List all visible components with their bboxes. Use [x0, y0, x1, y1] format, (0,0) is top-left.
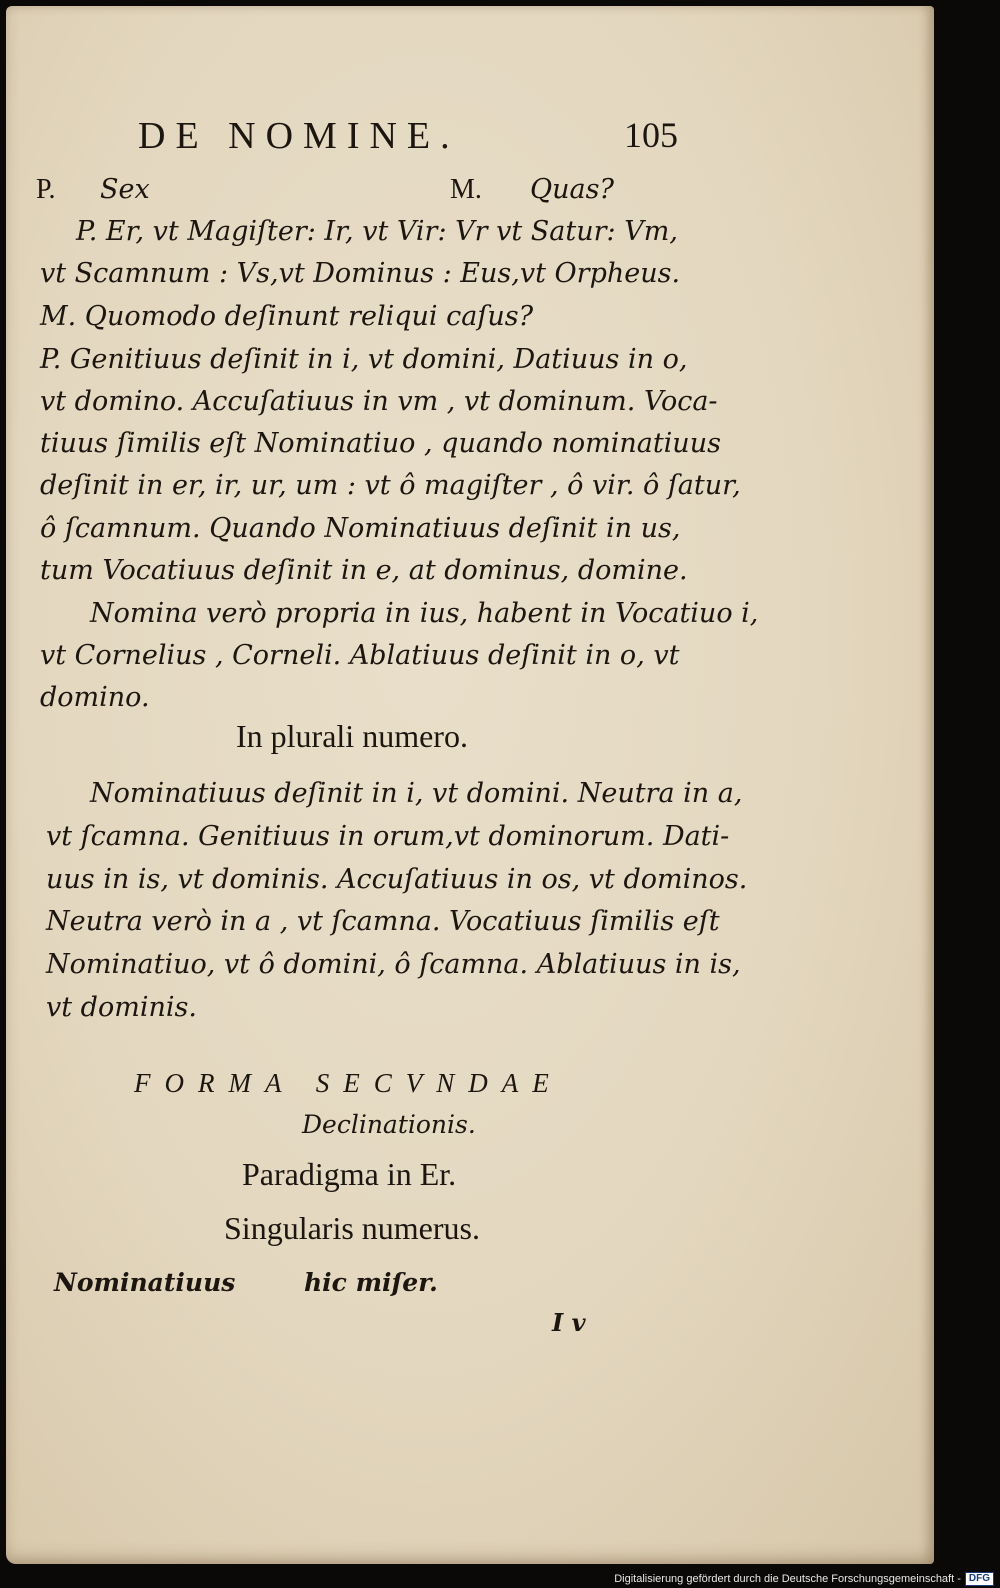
- paradigma-heading: Paradigma in Er.: [242, 1156, 457, 1192]
- body-line: vt Cornelius , Corneli. Ablatiuus deſinit in o, vt: [40, 640, 680, 671]
- running-head: DE NOMINE.: [138, 115, 460, 157]
- speaker-p: P.: [36, 174, 56, 205]
- footer-credit-text: Digitalisierung gefördert durch die Deutsche Forschungsgemeinschaft -: [614, 1573, 961, 1585]
- body-line: P. Er, vt Magiſter: Ir, vt Vir: Vr vt Satur: Vm,: [76, 216, 678, 247]
- body-line: vt Scamnum : Vs,vt Dominus : Eus,vt Orpheus.: [40, 258, 681, 289]
- answer-text: Sex: [100, 174, 150, 205]
- body-line: deſinit in er, ir, ur, um : vt ô magiſter , ô vir. ô ſatur,: [40, 470, 741, 501]
- plural-line: vt ſcamna. Genitiuus in orum,vt dominorum. Dati-: [46, 821, 730, 852]
- book-page: [6, 6, 934, 1564]
- plural-line: Nominatiuo, vt ô domini, ô ſcamna. Ablatiuus in is,: [46, 949, 741, 980]
- subheading-plural: In plurali numero.: [236, 718, 468, 754]
- singularis-heading: Singularis numerus.: [224, 1210, 480, 1246]
- body-line: tiuus ſimilis eſt Nominatiuo , quando nominatiuus: [40, 428, 721, 459]
- signature-mark: I v: [552, 1308, 586, 1337]
- body-line: tum Vocatiuus deſinit in e, at dominus, domine.: [40, 555, 688, 586]
- page-number: 105: [624, 115, 678, 155]
- nominatiuus-value: hic miſer.: [304, 1268, 438, 1297]
- plural-line: uus in is, vt dominis. Accuſatiuus in os, vt dominos.: [46, 864, 748, 895]
- speaker-m: M.: [450, 174, 482, 205]
- plural-line: Nominatiuus deſinit in i, vt domini. Neutra in a,: [90, 778, 743, 809]
- question-text: Quas?: [530, 174, 614, 205]
- nominatiuus-label: Nominatiuus: [54, 1268, 236, 1297]
- footer-credit: [614, 1572, 994, 1586]
- body-line: Nomina verò propria in ius, habent in Vocatiuo i,: [90, 598, 759, 629]
- body-line: P. Genitiuus deſinit in i, vt domini, Datiuus in o,: [40, 344, 688, 375]
- body-line: M. Quomodo deſinunt reliqui caſus?: [40, 301, 534, 332]
- plural-line: Neutra verò in a , vt ſcamna. Vocatiuus ſimilis eſt: [46, 906, 720, 937]
- dfg-logo: DFG: [965, 1572, 994, 1586]
- declinationis-heading: Declinationis.: [302, 1110, 476, 1139]
- body-line: ô ſcamnum. Quando Nominatiuus deſinit in us,: [40, 513, 681, 544]
- body-line: domino.: [40, 682, 150, 713]
- body-line: vt domino. Accuſatiuus in vm , vt dominum. Voca-: [40, 386, 718, 417]
- forma-heading: FORMA SECVNDAE: [134, 1068, 563, 1098]
- plural-line: vt dominis.: [46, 992, 197, 1023]
